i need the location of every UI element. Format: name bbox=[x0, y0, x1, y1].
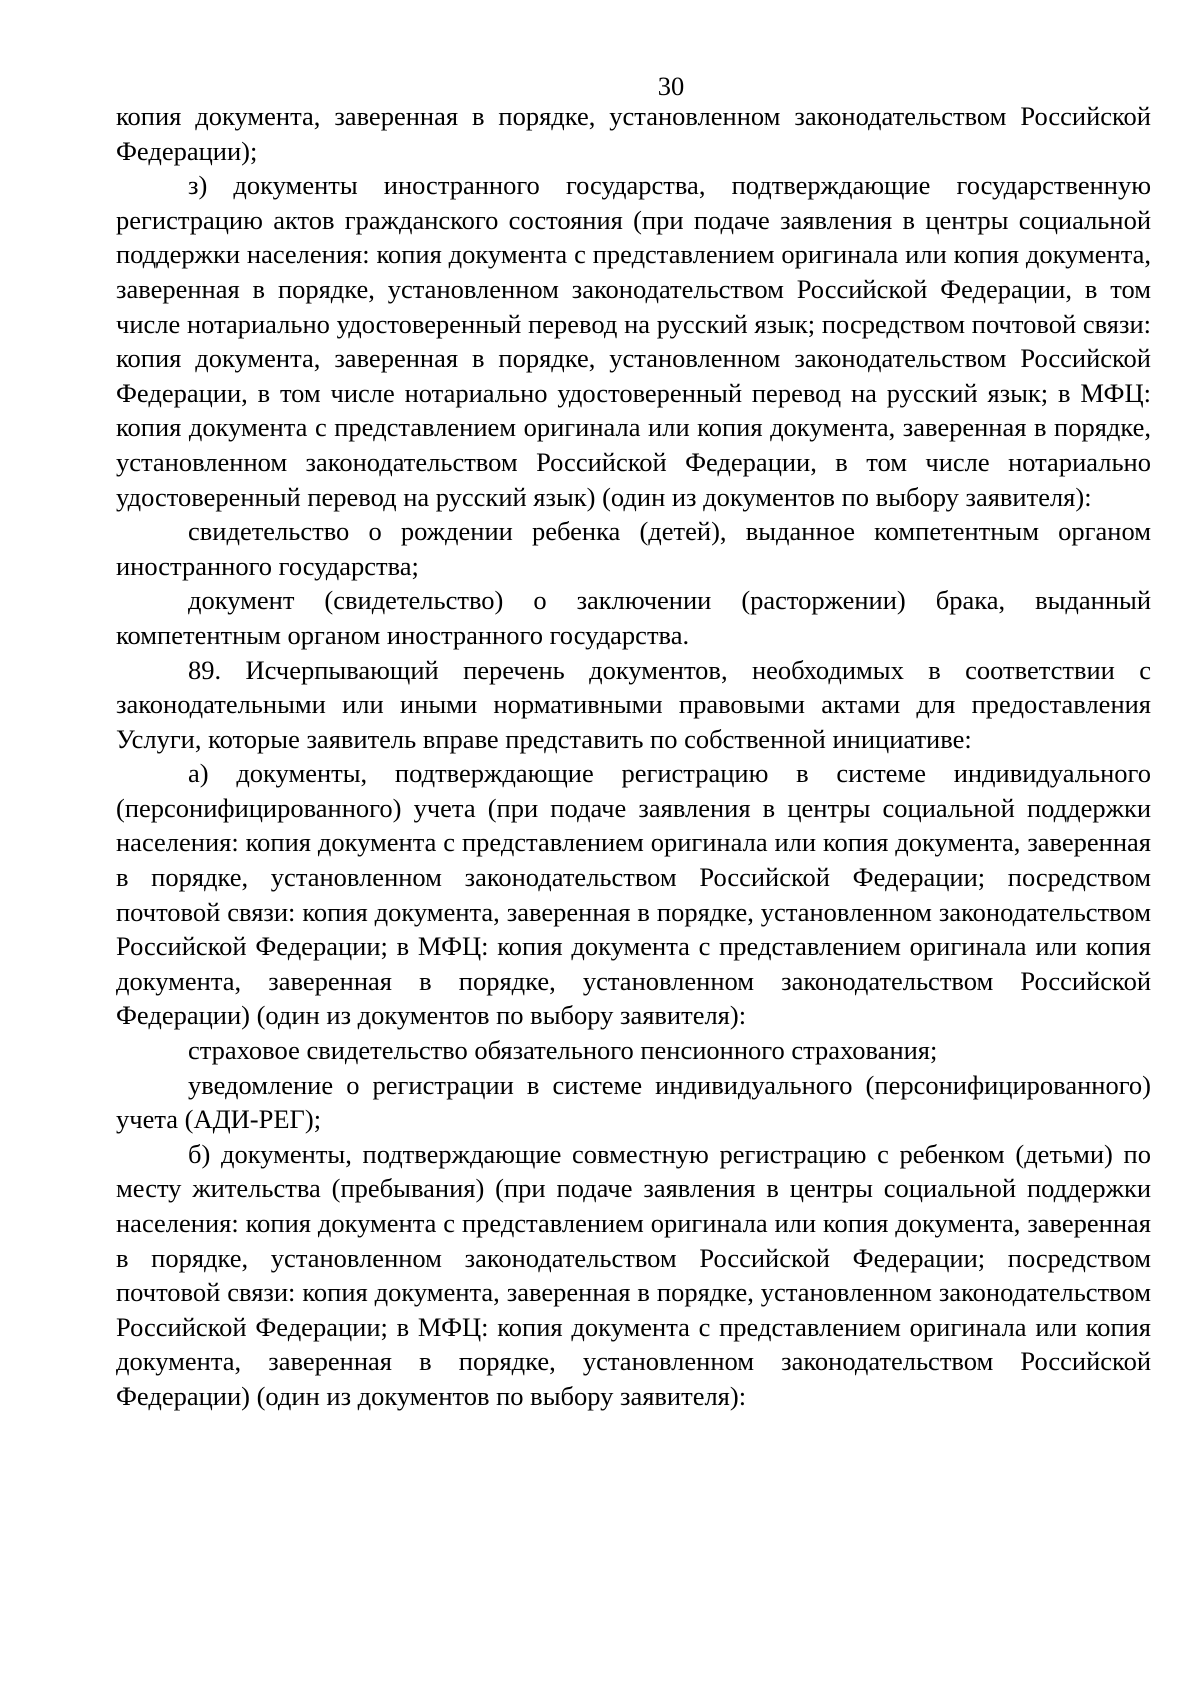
paragraph-marriage-document: документ (свидетельство) о заключении (расторжении) брака, выданный компетентным органом иностранного государства. bbox=[116, 585, 1151, 650]
paragraph-birth-certificate: свидетельство о рождении ребенка (детей), выданное компетентным органом иностранного государства; bbox=[116, 516, 1151, 581]
paragraph-continuation: копия документа, заверенная в порядке, установленном законодательством Российской Федерации); bbox=[116, 101, 1151, 166]
page-number: 30 bbox=[657, 71, 685, 101]
paragraph-adi-reg: уведомление о регистрации в системе индивидуального (персонифицированного) учета (АДИ-РЕГ); bbox=[116, 1069, 1151, 1135]
document-body bbox=[116, 99, 1151, 1414]
paragraph-insurance-certificate: страховое свидетельство обязательного пенсионного страхования; bbox=[188, 1035, 938, 1066]
paragraph-item-z: з) документы иностранного государства, подтверждающие государственную регистрацию актов гражданского состояния (при подаче заявления в центры социальной поддержки населения: копия документа с представлением оригинала или копия документа, заверенная в порядке, установленном законодательством Российской Федерации, в том числе нотариально удостоверенный перевод на русский язык; посредством почтовой связи: копия документа, заверенная в порядке, установленном законодательством Российской Федерации, в том числе нотариально удостоверенный перевод на русский язык; в МФЦ: копия документа с представлением оригинала или копия документа, заверенная в порядке, установленном законодательством Российской Федерации, в том числе нотариально удостоверенный перевод на русский язык) (один из документов по выбору заявителя): bbox=[116, 170, 1151, 512]
paragraph-item-a: а) документы, подтверждающие регистрацию в системе индивидуального (персонифицированного) учета (при подаче заявления в центры социальной поддержки населения: копия документа с представлением оригинала или копия документа, заверенная в порядке, установленном законодательством Российской Федерации; посредством почтовой связи: копия документа, заверенная в порядке, установленном законодательством Российской Федерации; в МФЦ: копия документа с представлением оригинала или копия документа, заверенная в порядке, установленном законодательством Российской Федерации) (один из документов по выбору заявителя): bbox=[116, 758, 1151, 1031]
paragraph-item-b: б) документы, подтверждающие совместную регистрацию с ребенком (детьми) по месту жительства (пребывания) (при подаче заявления в центры социальной поддержки населения: копия документа с представлением оригинала или копия документа, заверенная в порядке, установленном законодательством Российской Федерации; посредством почтовой связи: копия документа, заверенная в порядке, установленном законодательством Российской Федерации; в МФЦ: копия документа с представлением оригинала или копия документа, заверенная в порядке, установленном законодательством Российской Федерации) (один из документов по выбору заявителя): bbox=[116, 1138, 1151, 1411]
paragraph-section-89: 89. Исчерпывающий перечень документов, необходимых в соответствии с законодательными или иными нормативными правовыми актами для предоставления Услуги, которые заявитель вправе представить по собственной инициативе: bbox=[116, 654, 1151, 754]
